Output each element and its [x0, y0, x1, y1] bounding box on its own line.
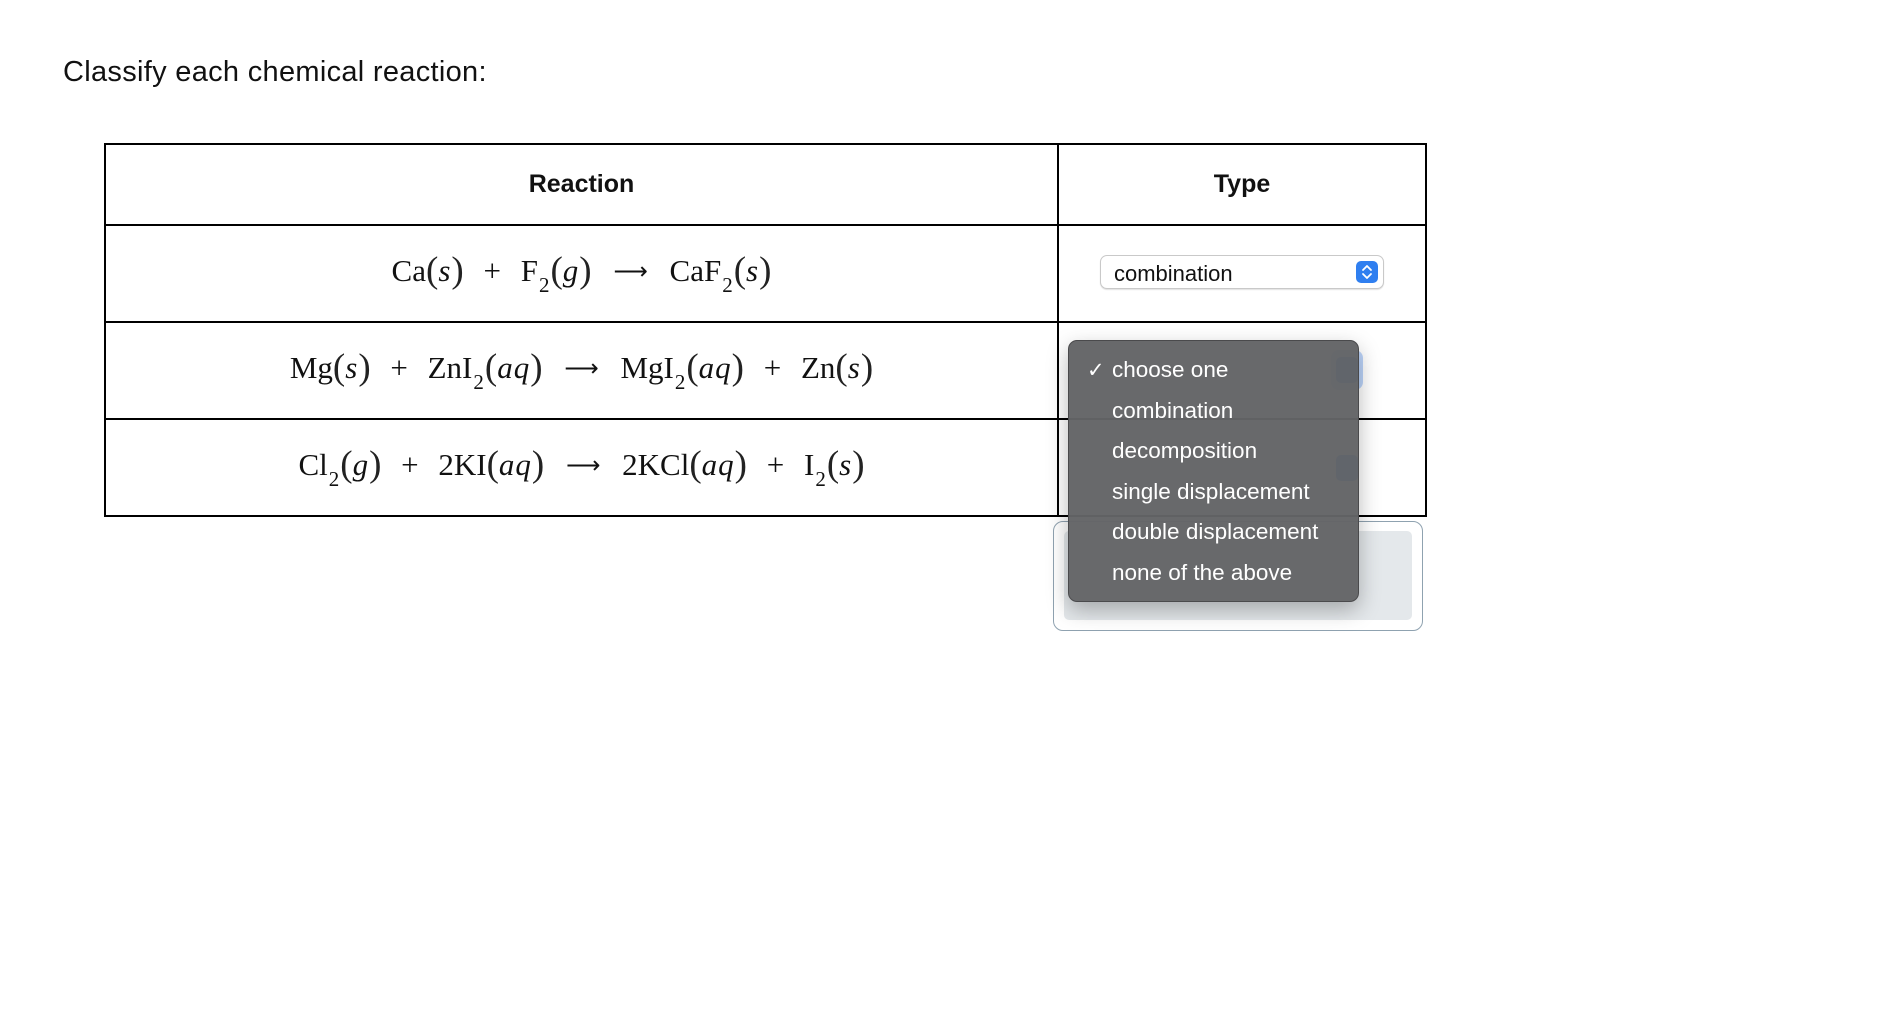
product-formula: 2KCl: [622, 447, 690, 482]
state-symbol: s: [839, 447, 853, 482]
reaction-arrow-icon: ⟶: [564, 354, 599, 382]
dropdown-option-none-of-the-above[interactable]: none of the above: [1112, 559, 1293, 585]
state-symbol: aq: [701, 447, 735, 482]
plus-sign: +: [483, 253, 501, 288]
type-select-1[interactable]: [1100, 255, 1384, 289]
state-symbol: aq: [498, 447, 532, 482]
question-prompt: Classify each chemical reaction:: [63, 56, 487, 88]
checkmark-icon: ✓: [1087, 358, 1105, 382]
reaction-equation-1: $Ca(s) + F_2(g)$ ⟶ CaF$_2$(s): [391, 250, 772, 297]
table-row: [105, 225, 1426, 322]
state-symbol: s: [847, 350, 861, 385]
table-header-row: [105, 144, 1426, 225]
plus-sign: +: [763, 350, 782, 385]
state-symbol: g: [562, 253, 580, 288]
chevron-up-down-icon: [1356, 261, 1378, 283]
select-value: combination: [1114, 260, 1233, 286]
reaction-arrow-icon: ⟶: [566, 451, 601, 479]
dropdown-option-choose-one[interactable]: ✓ choose one: [1069, 350, 1358, 391]
reactant-formula: Cl: [298, 447, 328, 482]
reactant-formula: F: [520, 253, 538, 288]
state-symbol: s: [746, 253, 760, 288]
reactant-formula: ZnI: [427, 350, 473, 385]
type-dropdown-menu: [1068, 340, 1359, 602]
dropdown-option-double-displacement[interactable]: double displacement: [1112, 519, 1319, 544]
reactant-formula: 2KI: [438, 447, 487, 482]
state-symbol: s: [438, 253, 452, 288]
reaction-equation-3: $Cl_2(g) + 2KI(aq)$ ⟶ $2KCl(aq) + I_2(s)$: [298, 444, 865, 491]
product-formula: Zn: [800, 350, 836, 385]
state-symbol: aq: [497, 350, 531, 385]
state-symbol: g: [352, 447, 370, 482]
plus-sign: +: [766, 447, 785, 482]
state-symbol: s: [345, 350, 359, 385]
reaction-cell: [105, 225, 1058, 322]
state-symbol: aq: [698, 350, 732, 385]
dropdown-option-single-displacement[interactable]: single displacement: [1112, 478, 1310, 504]
plus-sign: +: [401, 447, 419, 482]
product-formula: MgI: [620, 350, 674, 385]
dropdown-option-decomposition[interactable]: decomposition: [1112, 438, 1258, 463]
product-formula: I: [803, 447, 815, 482]
type-column-header: Type: [1058, 144, 1426, 225]
product-formula: CaF: [669, 253, 722, 288]
reactant-formula: Ca: [391, 253, 426, 288]
reaction-column-header: Reaction: [105, 144, 1058, 225]
reaction-cell: [105, 419, 1058, 516]
reaction-cell: [105, 322, 1058, 419]
type-cell: [1058, 225, 1426, 322]
reactant-formula: Mg: [289, 350, 333, 385]
reaction-equation-2: Mg(s) + ZnI$_2$(aq) ⟶ MgI$_2$(aq) + Zn(s): [289, 347, 874, 394]
reaction-arrow-icon: ⟶: [613, 257, 648, 285]
plus-sign: +: [390, 350, 408, 385]
dropdown-option-combination[interactable]: combination: [1112, 397, 1234, 423]
